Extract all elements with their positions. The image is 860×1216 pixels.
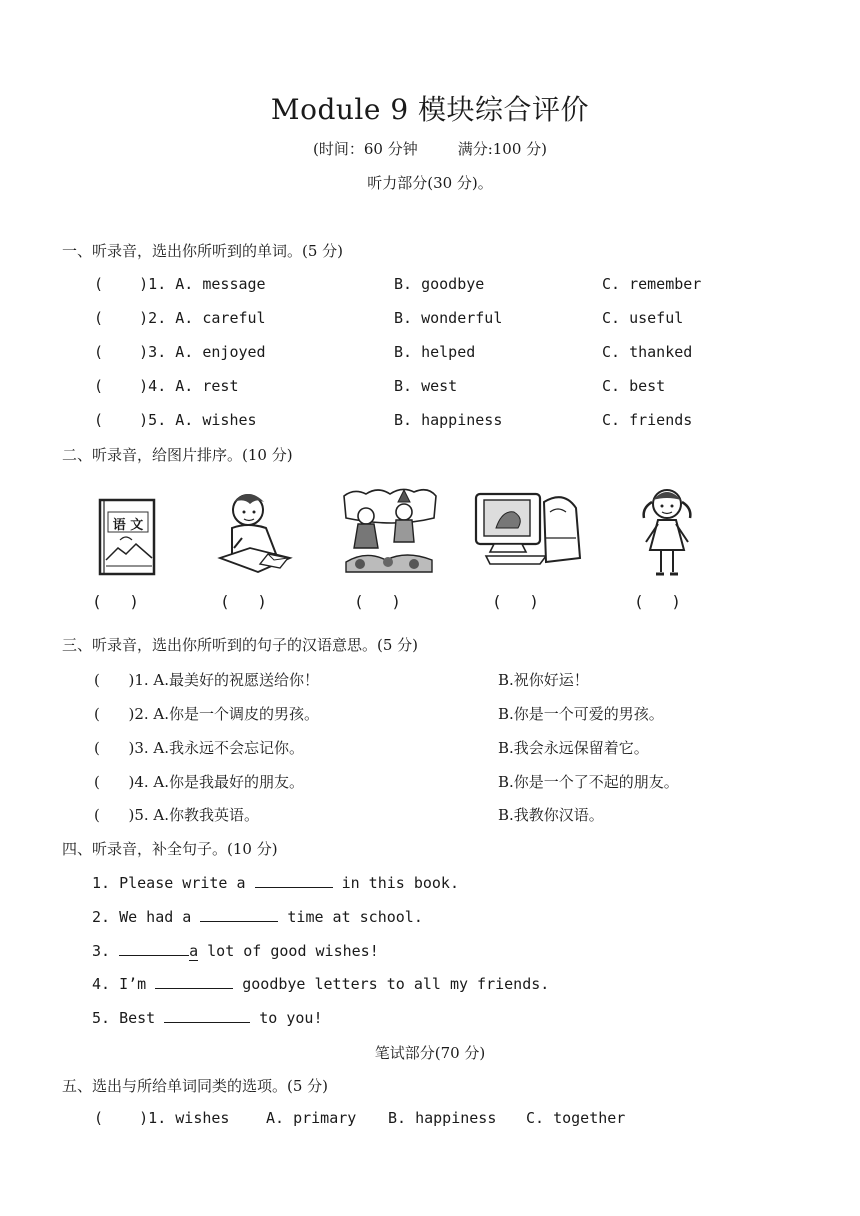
blank-4[interactable] xyxy=(155,974,233,989)
section1-item-4-b: B. west xyxy=(394,377,458,395)
section3-item-2-a: ( )2. A.你是一个调皮的男孩。 xyxy=(94,705,319,723)
picture-answer-3[interactable]: ( ) xyxy=(356,592,399,611)
boy-writing-picture xyxy=(210,488,306,580)
chinese-book-picture xyxy=(96,496,160,580)
section1-item-1: ( )1. A. message xyxy=(94,275,266,293)
page-title: Module 9 模块综合评价 xyxy=(270,93,590,126)
section2-heading: 二、听录音，给图片排序。(10 分) xyxy=(62,446,293,464)
fill-sentence-1: 1. Please write a in this book. xyxy=(92,874,459,892)
section5-item-1: ( )1. wishes xyxy=(94,1109,230,1127)
section1-item-3: ( )3. A. enjoyed xyxy=(94,343,266,361)
blank-1[interactable] xyxy=(255,873,333,888)
picture-answer-1[interactable]: ( ) xyxy=(94,592,137,611)
section1-item-2: ( )2. A. careful xyxy=(94,309,266,327)
exam-time: (时间：60 分钟 xyxy=(312,140,418,158)
fill-sentence-3: 3. a lot of good wishes! xyxy=(92,942,379,960)
section1-item-2-b: B. wonderful xyxy=(394,309,503,327)
section1-item-1-b: B. goodbye xyxy=(394,275,485,293)
section1-heading: 一、听录音，选出你所听到的单词。(5 分) xyxy=(62,242,344,260)
section1-item-3-b: B. helped xyxy=(394,343,476,361)
party-picture xyxy=(340,486,440,578)
section3-item-2-b: B.你是一个可爱的男孩。 xyxy=(498,705,664,723)
section3-item-1-b: B.祝你好运！ xyxy=(498,671,589,689)
section5-item-1-b: B. happiness xyxy=(388,1109,497,1127)
computer-picture xyxy=(472,488,584,578)
section5-item-1-a: A. primary xyxy=(266,1109,357,1127)
blank-2[interactable] xyxy=(200,907,278,922)
girl-picture xyxy=(632,482,702,582)
section1-item-5: ( )5. A. wishes xyxy=(94,411,257,429)
picture-answer-4[interactable]: ( ) xyxy=(494,592,537,611)
section5-item-1-c: C. together xyxy=(526,1109,626,1127)
section3-item-5-a: ( )5. A.你教我英语。 xyxy=(94,806,259,824)
fill-sentence-4: 4. I’m goodbye letters to all my friends. xyxy=(92,975,550,993)
section4-heading: 四、听录音，补全句子。(10 分) xyxy=(62,840,278,858)
section3-item-1-a: ( )1. A.最美好的祝愿送给你！ xyxy=(94,671,319,689)
fill-sentence-5: 5. Best to you! xyxy=(92,1009,323,1027)
picture-answer-5[interactable]: ( ) xyxy=(636,592,679,611)
section5-heading: 五、选出与所给单词同类的选项。(5 分) xyxy=(62,1077,329,1095)
section1-item-3-c: C. thanked xyxy=(602,343,693,361)
section1-item-1-c: C. remember xyxy=(602,275,702,293)
section1-item-4: ( )4. A. rest xyxy=(94,377,239,395)
section3-item-4-a: ( )4. A.你是我最好的朋友。 xyxy=(94,773,304,791)
fill-sentence-2: 2. We had a time at school. xyxy=(92,908,423,926)
section3-item-3-a: ( )3. A.我永远不会忘记你。 xyxy=(94,739,304,757)
listening-part-label: 听力部分(30 分)。 xyxy=(367,174,493,192)
book-cover-label: 语 文 xyxy=(112,518,144,533)
section1-item-2-c: C. useful xyxy=(602,309,684,327)
exam-score: 满分:100 分) xyxy=(457,140,548,158)
picture-answer-2[interactable]: ( ) xyxy=(222,592,265,611)
section3-item-3-b: B.我会永远保留着它。 xyxy=(498,739,649,757)
section1-item-5-b: B. happiness xyxy=(394,411,503,429)
blank-3[interactable] xyxy=(119,941,189,956)
exam-info xyxy=(0,138,860,159)
section3-heading: 三、听录音，选出你所听到的句子的汉语意思。(5 分) xyxy=(62,636,419,654)
section3-item-5-b: B.我教你汉语。 xyxy=(498,806,604,824)
section3-item-4-b: B.你是一个了不起的朋友。 xyxy=(498,773,679,791)
blank-5[interactable] xyxy=(164,1008,250,1023)
section1-item-5-c: C. friends xyxy=(602,411,693,429)
section1-item-4-c: C. best xyxy=(602,377,666,395)
written-part-label: 笔试部分(70 分) xyxy=(374,1044,486,1062)
